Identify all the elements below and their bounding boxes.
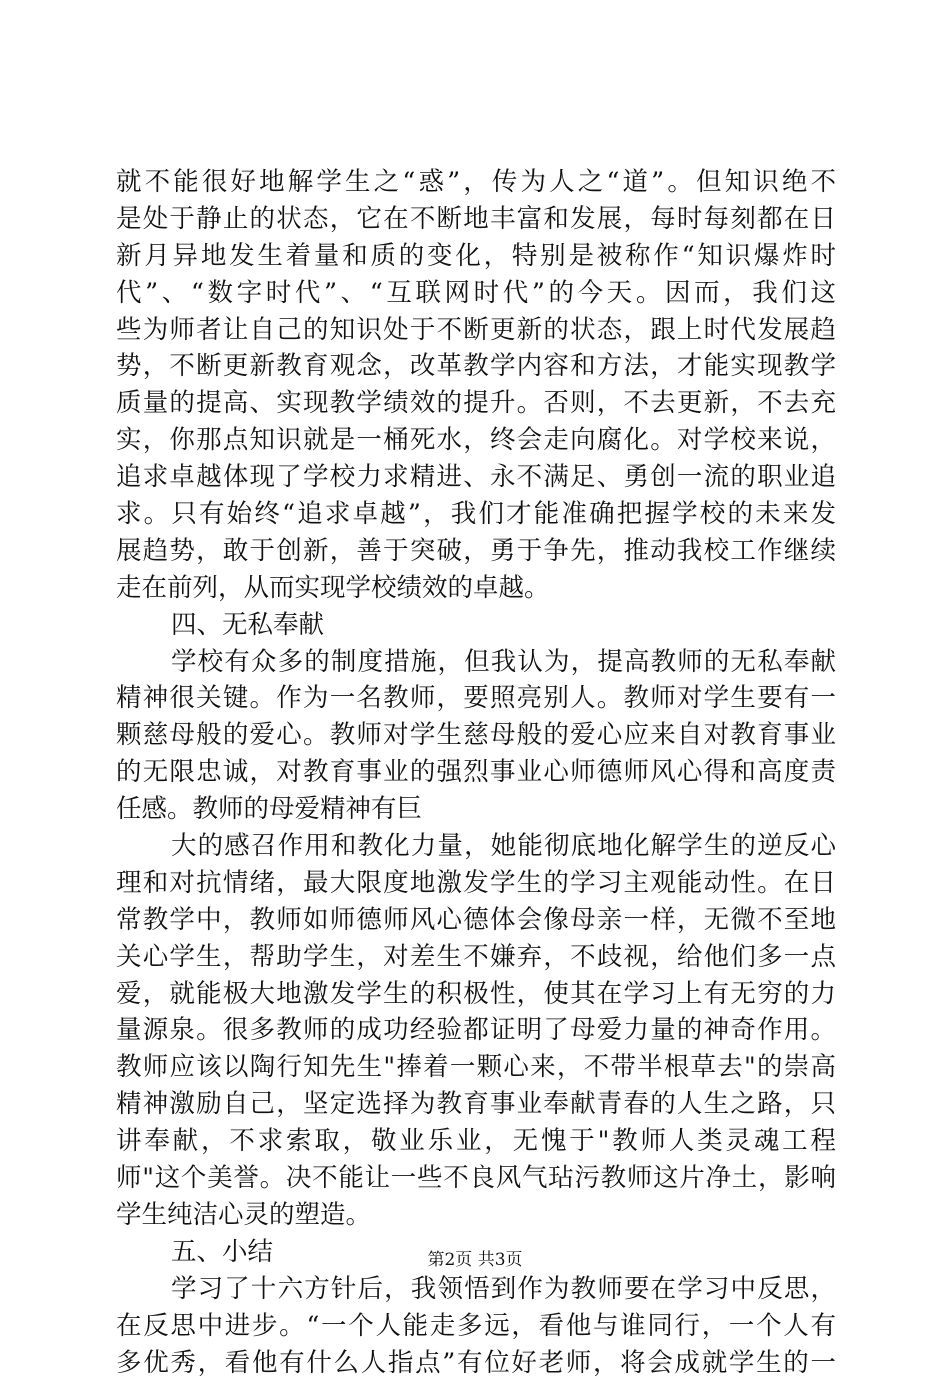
text-line: 颗慈母般的爱心。教师对学生慈母般的爱心应来自对教育事业	[116, 717, 836, 754]
text-line: 学生纯洁心灵的塑造。	[116, 1197, 836, 1234]
text-line: 量源泉。很多教师的成功经验都证明了母爱力量的神奇作用。	[116, 1012, 836, 1049]
text-line: 实，你那点知识就是一桶死水，终会走向腐化。对学校来说，	[116, 422, 836, 459]
text-line: 爱，就能极大地激发学生的积极性，使其在学习上有无穷的力	[116, 976, 836, 1013]
text-line: 代”、“数字时代”、“互联网时代”的今天。因而，我们这	[116, 275, 836, 312]
text-line: 走在前列，从而实现学校绩效的卓越。	[116, 570, 836, 607]
text-line: 势，不断更新教育观念，改革教学内容和方法，才能实现教学	[116, 348, 836, 385]
section-heading: 四、无私奉献	[116, 607, 836, 644]
section-heading: 五、小结	[116, 1234, 836, 1271]
text-line: 的无限忠诚，对教育事业的强烈事业心师德师风心得和高度责	[116, 754, 836, 791]
text-line: 大的感召作用和教化力量，她能彻底地化解学生的逆反心	[116, 828, 836, 865]
text-line: 精神很关键。作为一名教师，要照亮别人。教师对学生要有一	[116, 680, 836, 717]
text-line: 追求卓越体现了学校力求精进、永不满足、勇创一流的职业追	[116, 459, 836, 496]
text-line: 任感。教师的母爱精神有巨	[116, 791, 836, 828]
text-line: 关心学生，帮助学生，对差生不嫌弃，不歧视，给他们多一点	[116, 939, 836, 976]
text-line: 师"这个美誉。决不能让一些不良风气玷污教师这片净土，影响	[116, 1160, 836, 1197]
text-line: 在反思中进步。“一个人能走多远，看他与谁同行，一个人有	[116, 1308, 836, 1345]
text-line: 精神激励自己，坚定选择为教育事业奉献青春的人生之路，只	[116, 1086, 836, 1123]
text-line: 是处于静止的状态，它在不断地丰富和发展，每时每刻都在日	[116, 201, 836, 238]
text-line: 展趋势，敢于创新，善于突破，勇于争先，推动我校工作继续	[116, 533, 836, 570]
page-number-footer: 第2页 共3页	[0, 1249, 950, 1271]
text-line: 些为师者让自己的知识处于不断更新的状态，跟上时代发展趋	[116, 312, 836, 349]
document-body	[116, 164, 836, 1381]
text-line: 多优秀，看他有什么人指点”有位好老师，将会成就学生的一	[116, 1345, 836, 1381]
text-line: 就不能很好地解学生之“惑”，传为人之“道”。但知识绝不	[116, 164, 836, 201]
text-line: 理和对抗情绪，最大限度地激发学生的学习主观能动性。在日	[116, 865, 836, 902]
text-line: 学校有众多的制度措施，但我认为，提高教师的无私奉献	[116, 644, 836, 681]
text-line: 求。只有始终“追求卓越”，我们才能准确把握学校的未来发	[116, 496, 836, 533]
text-line: 讲奉献，不求索取，敬业乐业，无愧于"教师人类灵魂工程	[116, 1123, 836, 1160]
text-line: 新月异地发生着量和质的变化，特别是被称作“知识爆炸时	[116, 238, 836, 275]
text-line: 常教学中，教师如师德师风心德体会像母亲一样，无微不至地	[116, 902, 836, 939]
text-line: 教师应该以陶行知先生"捧着一颗心来，不带半根草去"的崇高	[116, 1049, 836, 1086]
text-line: 学习了十六方针后，我领悟到作为教师要在学习中反思，	[116, 1271, 836, 1308]
text-line: 质量的提高、实现教学绩效的提升。否则，不去更新，不去充	[116, 385, 836, 422]
